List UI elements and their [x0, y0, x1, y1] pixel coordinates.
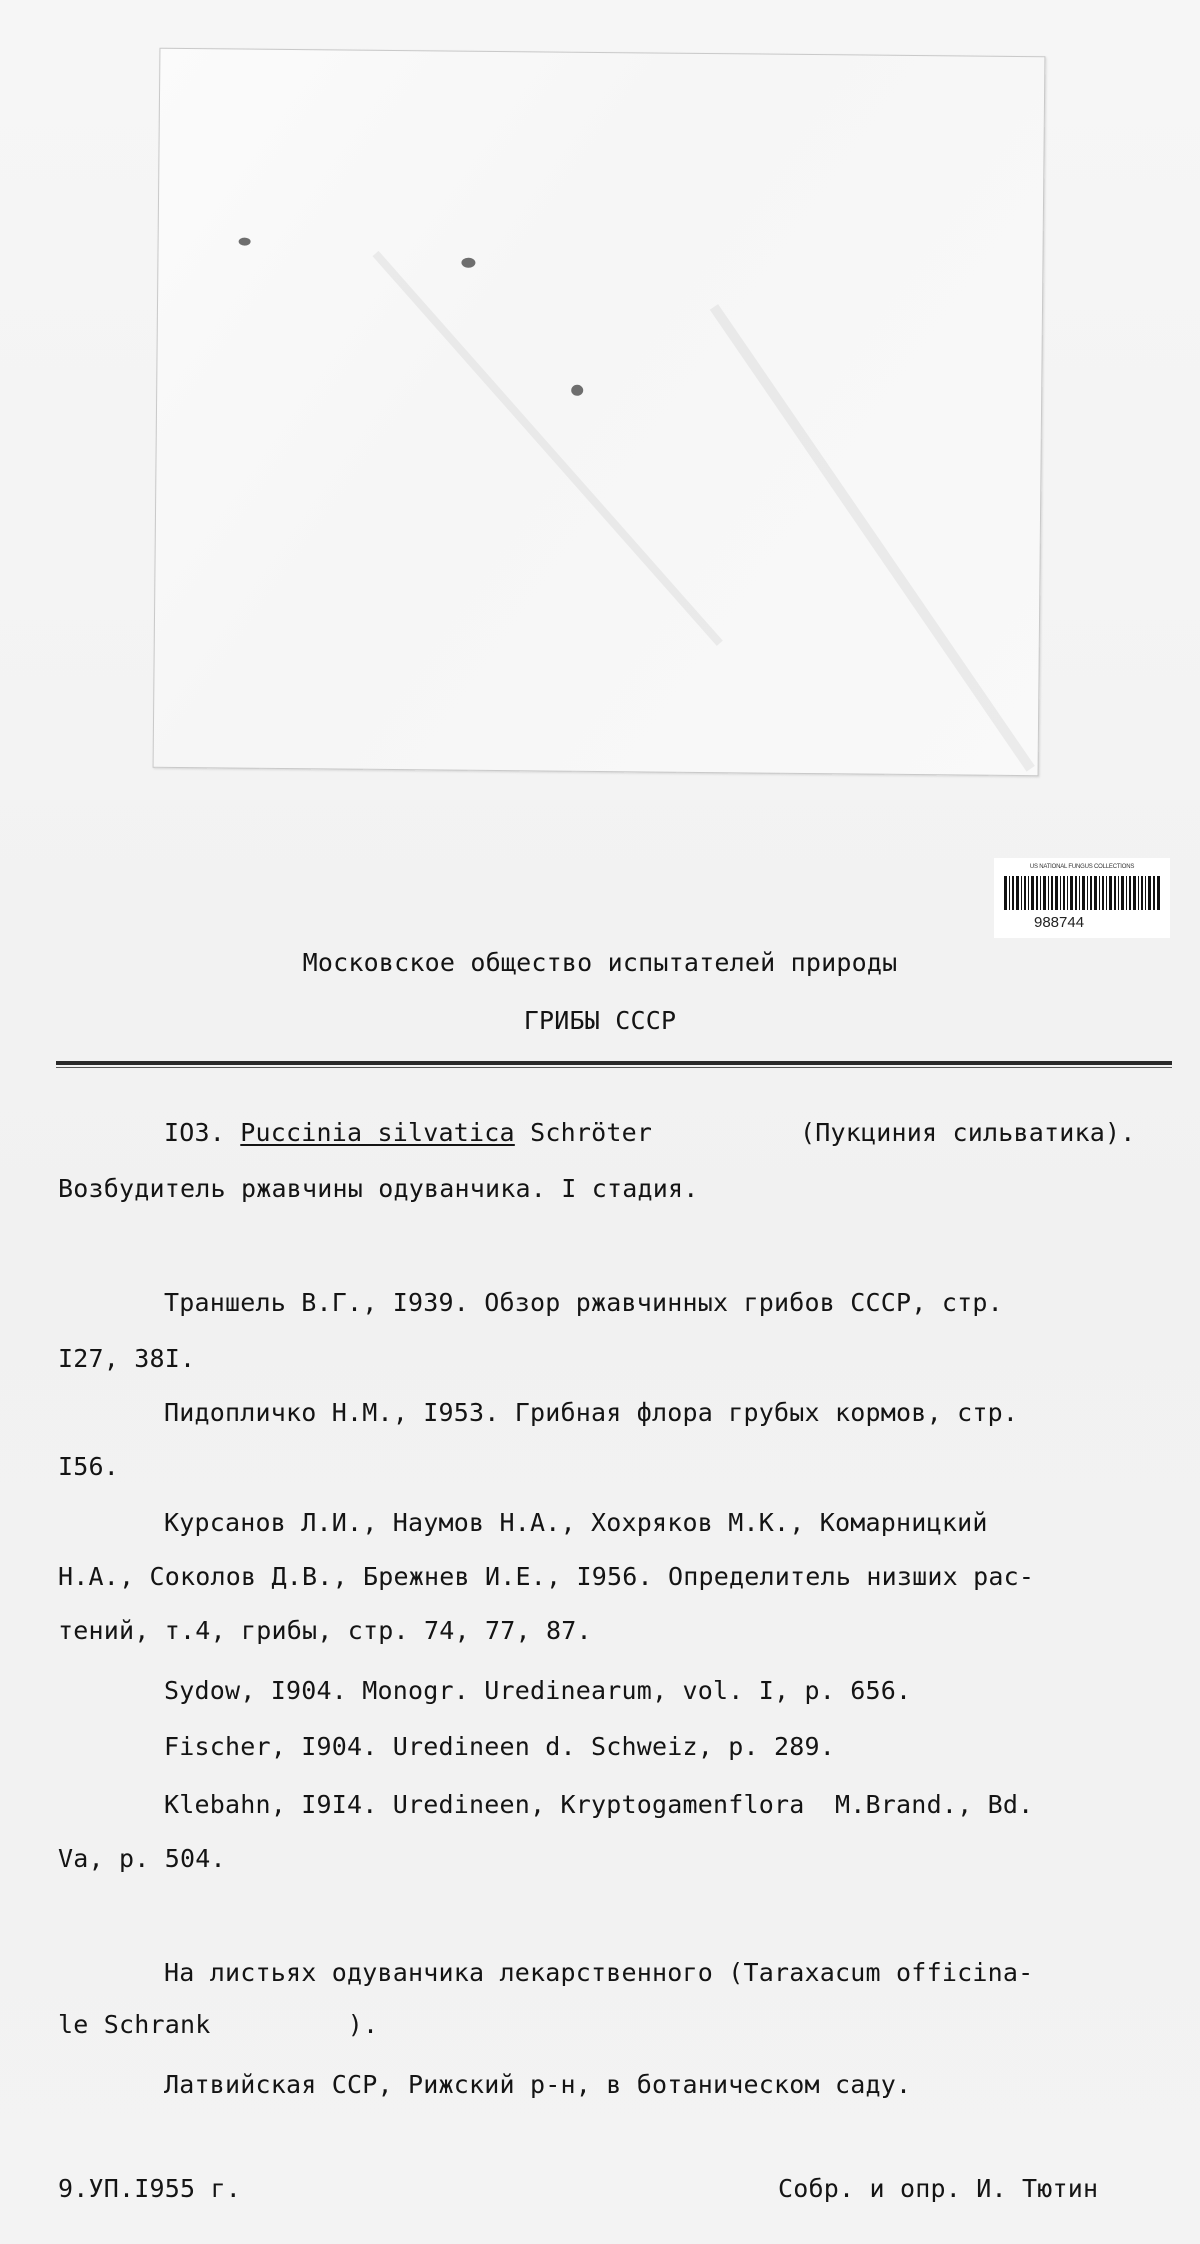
reference-line: Н.А., Соколов Д.В., Брежнев И.Е., I956. Определитель низших рас-: [58, 1562, 1035, 1591]
packet-crease: [710, 304, 1035, 771]
barcode-institution: US NATIONAL FUNGUS COLLECTIONS: [1029, 864, 1135, 870]
divider-rule: [56, 1061, 1172, 1065]
barcode-label: [994, 858, 1170, 938]
reference-line: I56.: [58, 1452, 120, 1481]
collector-credit: Собр. и опр. И. Тютин: [778, 2174, 1099, 2203]
species-russian-name: (Пукциния сильватика).: [800, 1118, 1136, 1147]
collection-date: 9.УП.I955 г.: [58, 2174, 242, 2203]
reference-line: Va, p. 504.: [58, 1844, 226, 1873]
barcode-icon: [1004, 876, 1160, 910]
divider-rule: [56, 1067, 1172, 1068]
habitat-line: На листьях одуванчика лекарственного (Taraxacum officina-: [164, 1958, 1034, 1987]
specimen-spot: [239, 238, 251, 246]
reference-line: Fischer, I904. Uredineen d. Schweiz, p. 289.: [164, 1732, 836, 1761]
locality-line: Латвийская ССР, Рижский р-н, в ботаническом саду.: [164, 2070, 912, 2099]
species-description: Возбудитель ржавчины одуванчика. I стадия.: [58, 1174, 699, 1203]
series-title: ГРИБЫ СССР: [523, 1006, 677, 1035]
packet-crease: [373, 251, 723, 646]
species-line: [164, 1118, 652, 1148]
reference-line: I27, 38I.: [58, 1344, 196, 1373]
habitat-line: le Schrank ).: [58, 2010, 379, 2039]
specimen-spot: [461, 258, 475, 268]
species-number: IO3.: [164, 1118, 226, 1147]
reference-line: тений, т.4, грибы, стр. 74, 77, 87.: [58, 1616, 592, 1645]
barcode-number: 988744: [1034, 914, 1085, 931]
specimen-spot: [571, 385, 583, 396]
reference-line: Sydow, I904. Monogr. Uredinearum, vol. I, p. 656.: [164, 1676, 912, 1705]
reference-line: Пидопличко Н.М., I953. Грибная флора грубых кормов, стр.: [164, 1398, 1019, 1427]
species-name: Puccinia silvatica: [240, 1118, 515, 1147]
reference-line: Klebahn, I9I4. Uredineen, Kryptogamenflora M.Brand., Bd.: [164, 1790, 1034, 1819]
society-heading: Московское общество испытателей природы: [302, 948, 898, 977]
specimen-packet: [153, 48, 1046, 776]
species-author: Schröter: [530, 1118, 653, 1147]
reference-line: Траншель В.Г., I939. Обзор ржавчинных грибов СССР, стр.: [164, 1288, 1003, 1317]
reference-line: Курсанов Л.И., Наумов Н.А., Хохряков М.К., Комарницкий: [164, 1508, 988, 1537]
